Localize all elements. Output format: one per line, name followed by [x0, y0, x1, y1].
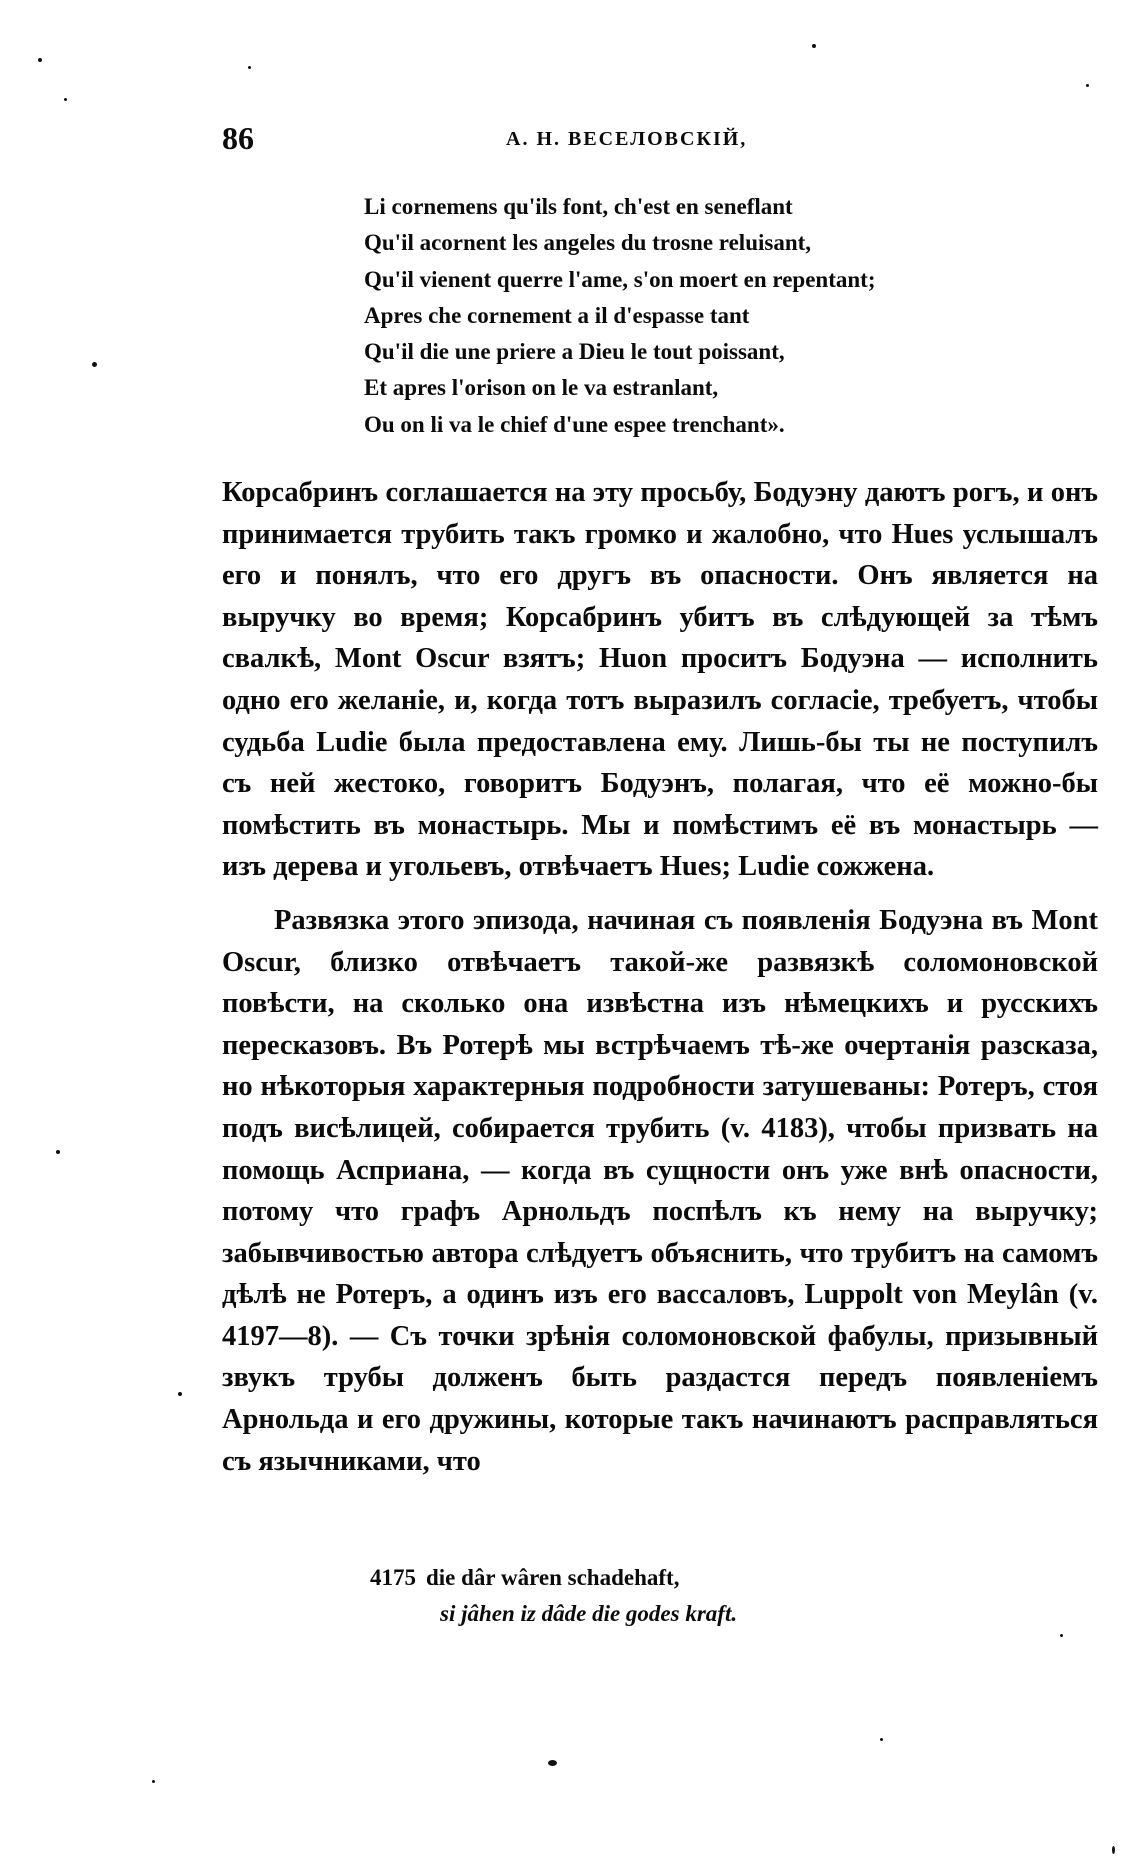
verse-line: Qu'il acornent les angeles du trosne reluisant, — [364, 230, 812, 256]
scan-speck — [178, 1392, 182, 1396]
scan-speck — [38, 58, 42, 62]
paragraph-korsabrin: Корсабринъ соглашается на эту просьбу, Бодуэну даютъ рогъ, и онъ принимается трубить такъ громко и жалобно, что Hues услышалъ его и понялъ, что его другъ въ опасности. Онъ является на выручку во время; Корсабринъ убитъ въ слѣдующей за тѣмъ свалкѣ, Mont Oscur взятъ; Huon проситъ Бодуэна — исполнить одно его желаніе, и, когда тотъ выразилъ согласіе, требуетъ, чтобы судьба Ludie была предоставлена ему. Лишь-бы ты не поступилъ съ ней жестоко, говоритъ Бодуэнъ, полагая, что её можно-бы помѣстить въ монастырь. Мы и помѣстимъ её въ монастырь — изъ дерева и угольевъ, отвѣчаетъ Hues; Ludie сожжена. — [222, 477, 1098, 883]
scan-speck — [92, 362, 97, 367]
scan-speck — [64, 98, 67, 101]
page-header — [222, 118, 1102, 158]
scan-speck — [248, 66, 251, 69]
old-french-verse-quote — [364, 189, 1084, 443]
quote-line — [370, 1560, 890, 1596]
quote-line-text: die dâr wâren schadehaft, — [426, 1565, 680, 1590]
body-text — [222, 472, 1098, 1494]
scan-speck — [880, 1738, 883, 1741]
middle-high-german-quote — [370, 1560, 890, 1632]
verse-line: Qu'il die une priere a Dieu le tout poissant, — [364, 339, 785, 365]
scan-speck — [1086, 84, 1089, 87]
paragraph-razvyazka: Развязка этого эпизода, начиная съ появленія Бодуэна въ Mont Oscur, близко отвѣчаетъ такой-же развязкѣ соломоновской повѣсти, на сколько она извѣстна изъ нѣмецкихъ и русскихъ пересказовъ. Въ Ротерѣ мы встрѣчаемъ тѣ-же очертанія разсказа, но нѣкоторыя характерныя подробности затушеваны: Ротеръ, стоя подъ висѣлицей, собирается трубить (v. 4183), чтобы призвать на помощь Асприана, — когда въ сущности онъ уже внѣ опасности, потому что графъ Арнольдъ поспѣлъ къ нему на выручку; забывчивостью автора слѣдуетъ объяснить, что трубитъ на самомъ дѣлѣ не Ротеръ, а одинъ изъ его вассаловъ, Luppolt von Meylân (v. 4197—8). — Съ точки зрѣнія соломоновской фабулы, призывный звукъ трубы долженъ быть раздастся передъ появленіемъ Арнольда и его дружины, которые такъ начинаютъ расправляться съ язычниками, что — [222, 904, 1098, 1477]
verse-line: Ou on li va le chief d'une espee trenchant». — [364, 411, 785, 437]
page-number: 86 — [222, 120, 254, 156]
quote-line: si jâhen iz dâde die godes kraft. — [440, 1601, 738, 1626]
scan-speck — [548, 1760, 557, 1766]
running-head: А. Н. ВЕСЕЛОВСКІЙ, — [506, 128, 748, 150]
verse-line: Apres che cornement a il d'espasse tant — [364, 302, 750, 328]
scan-speck — [152, 1780, 155, 1783]
verse-line: Qu'il vienent querre l'ame, s'on moert en repentant; — [364, 266, 876, 292]
scan-speck — [56, 1150, 60, 1154]
scan-speck — [1060, 1634, 1063, 1637]
scan-speck — [1112, 1846, 1115, 1854]
verse-line: Et apres l'orison on le va estranlant, — [364, 375, 719, 401]
quote-line-number: 4175 — [370, 1565, 416, 1590]
scan-speck — [812, 44, 816, 48]
verse-line: Li cornemens qu'ils font, ch'est en seneflant — [364, 194, 793, 219]
